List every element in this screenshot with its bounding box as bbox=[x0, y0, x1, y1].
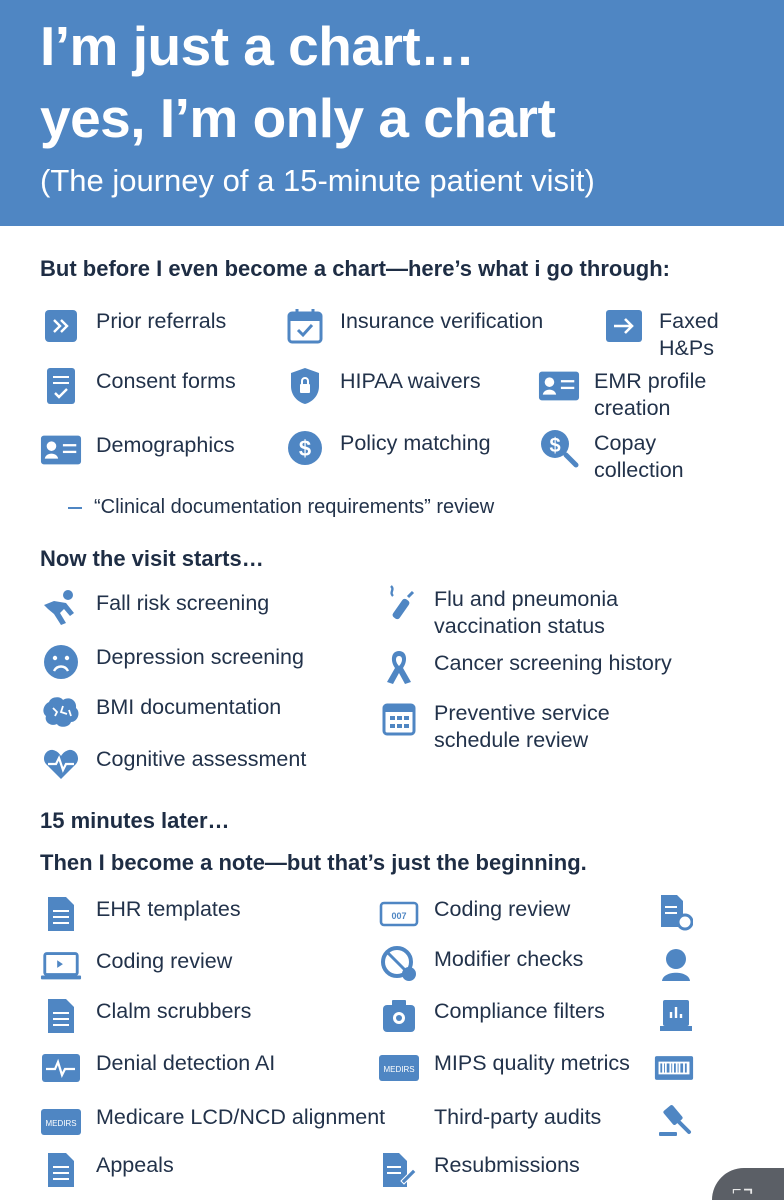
lock-shield-icon bbox=[284, 368, 326, 404]
item-label: BMI documentation bbox=[96, 695, 282, 719]
visit-heading: Now the visit starts… bbox=[40, 546, 264, 571]
list-item bbox=[40, 1050, 275, 1086]
document-icon bbox=[40, 998, 82, 1034]
chevrons-right-icon bbox=[40, 308, 82, 344]
list-item bbox=[378, 650, 672, 686]
list-item bbox=[378, 946, 583, 982]
id-card-icon bbox=[538, 368, 580, 404]
item-label: Depression screening bbox=[96, 645, 304, 669]
code-box-icon bbox=[378, 896, 420, 932]
svg-text:MEDIRS: MEDIRS bbox=[45, 1119, 77, 1128]
list-item bbox=[40, 1152, 174, 1188]
list-item bbox=[40, 644, 304, 680]
list-item bbox=[434, 1104, 601, 1131]
dollar-search-icon bbox=[538, 430, 580, 466]
list-item bbox=[284, 430, 491, 466]
item-label: Coding review bbox=[434, 897, 571, 921]
dollar-circle-icon bbox=[284, 430, 326, 466]
item-label: Compliance filters bbox=[434, 999, 605, 1023]
list-item bbox=[40, 694, 281, 730]
svg-text:007: 007 bbox=[391, 911, 407, 921]
list-item bbox=[378, 586, 618, 640]
item-label: Fall risk screening bbox=[96, 591, 270, 615]
clinical-documentation-note: “Clinical documentation requirements” review bbox=[68, 496, 494, 519]
list-item bbox=[40, 998, 251, 1034]
list-item bbox=[603, 308, 719, 362]
pulse-box-icon bbox=[40, 1050, 82, 1086]
item-label: Prior referrals bbox=[96, 309, 227, 333]
document-pen-icon bbox=[378, 1152, 420, 1188]
list-item bbox=[538, 430, 684, 484]
syringe-icon bbox=[378, 586, 420, 622]
list-item bbox=[40, 368, 236, 404]
heart-pulse-icon bbox=[40, 746, 82, 782]
laptop-icon bbox=[40, 948, 82, 984]
item-label: Insurance verification bbox=[340, 309, 544, 333]
form-check-icon bbox=[40, 368, 82, 404]
header-banner bbox=[0, 0, 784, 226]
medirs-box-icon bbox=[40, 1104, 82, 1140]
document-icon bbox=[40, 1152, 82, 1188]
ribbon-icon bbox=[378, 650, 420, 686]
item-label: MIPS quality metrics bbox=[434, 1051, 630, 1075]
calendar-check-icon bbox=[284, 308, 326, 344]
dash-icon bbox=[68, 507, 82, 509]
item-label: Policy matching bbox=[340, 431, 491, 455]
document-icon bbox=[40, 896, 82, 932]
item-label: Cancer screening history bbox=[434, 651, 672, 675]
item-label: Coding review bbox=[96, 949, 233, 973]
gavel-icon bbox=[656, 1102, 696, 1138]
item-label: HIPAA waivers bbox=[340, 369, 481, 393]
list-item bbox=[378, 1050, 630, 1086]
svg-text:MEDIRS: MEDIRS bbox=[383, 1065, 415, 1074]
note-heading: Then I become a note—but that’s just the beginning. bbox=[40, 850, 587, 875]
list-item bbox=[378, 998, 605, 1034]
list-item bbox=[40, 948, 232, 984]
title-line-1: I’m just a chart… bbox=[40, 15, 475, 77]
falling-person-icon bbox=[40, 590, 82, 626]
list-item bbox=[538, 368, 706, 422]
item-label: Modifier checks bbox=[434, 947, 584, 971]
list-item bbox=[40, 590, 269, 626]
list-item bbox=[40, 746, 306, 782]
item-label: Appeals bbox=[96, 1153, 174, 1177]
item-label: Cognitive assessment bbox=[96, 747, 307, 771]
arrow-right-icon bbox=[603, 308, 645, 344]
expand-button[interactable]: ⌐¬ bbox=[712, 1168, 784, 1200]
camera-icon bbox=[378, 998, 420, 1034]
item-label: Preventive service schedule review bbox=[434, 701, 610, 752]
title-line-2: yes, I’m only a chart bbox=[40, 87, 556, 149]
item-label: EHR templates bbox=[96, 897, 241, 921]
person-icon bbox=[656, 946, 696, 982]
item-label: Denial detection AI bbox=[96, 1051, 276, 1075]
list-item bbox=[284, 368, 481, 404]
sad-face-icon bbox=[40, 644, 82, 680]
list-item bbox=[378, 896, 570, 932]
item-label: Faxed H&Ps bbox=[659, 309, 719, 360]
item-label: Resubmissions bbox=[434, 1153, 580, 1177]
item-label: Demographics bbox=[96, 433, 235, 457]
later-heading: 15 minutes later… bbox=[40, 808, 230, 833]
list-item bbox=[40, 896, 241, 932]
medirs-box-icon bbox=[378, 1050, 420, 1086]
list-item bbox=[378, 1152, 580, 1188]
svg-text:$: $ bbox=[549, 435, 561, 457]
list-item bbox=[40, 432, 235, 468]
brain-icon bbox=[40, 694, 82, 730]
item-label: Copay collection bbox=[594, 431, 684, 482]
barcode-icon bbox=[654, 1050, 694, 1086]
list-item bbox=[378, 700, 610, 754]
calendar-grid-icon bbox=[378, 700, 420, 736]
subtitle: (The journey of a 15-minute patient visit) bbox=[40, 163, 595, 198]
item-label: Flu and pneumonia vaccination status bbox=[434, 587, 619, 638]
id-card-icon bbox=[40, 432, 82, 468]
item-label: EMR profile creation bbox=[594, 369, 707, 420]
list-item bbox=[40, 1104, 385, 1140]
item-label: Third-party audits bbox=[434, 1105, 602, 1129]
before-heading: But before I even become a chart—here’s what i go through: bbox=[40, 256, 670, 281]
document-badge-icon bbox=[656, 894, 696, 930]
chart-box-icon bbox=[656, 998, 696, 1034]
list-item bbox=[40, 308, 226, 344]
item-label: Clalm scrubbers bbox=[96, 999, 252, 1023]
item-label: Consent forms bbox=[96, 369, 236, 393]
item-label: Medicare LCD/NCD alignment bbox=[96, 1105, 386, 1129]
list-item bbox=[284, 308, 543, 344]
svg-text:$: $ bbox=[298, 436, 312, 461]
magnifier-check-icon bbox=[378, 946, 420, 982]
